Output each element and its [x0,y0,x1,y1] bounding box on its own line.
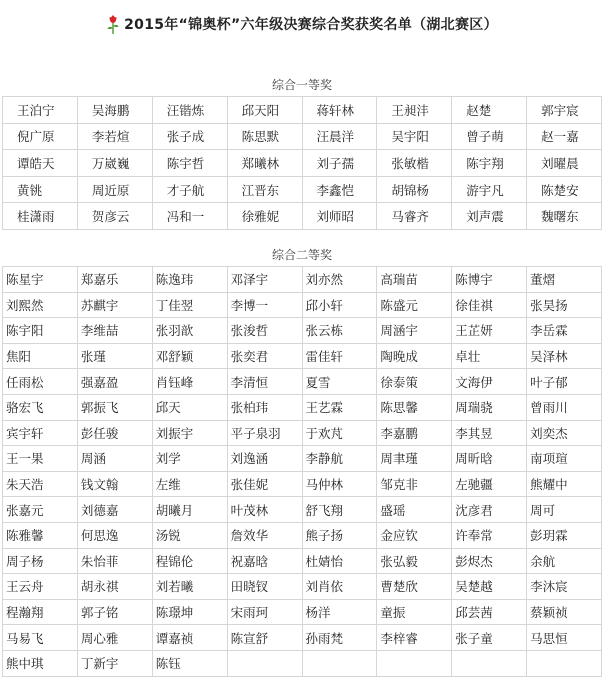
name-cell: 张佳妮 [227,471,302,497]
name-cell: 马思恒 [527,625,602,651]
name-cell: 左驰疆 [452,471,527,497]
name-cell: 胡曦月 [152,497,227,523]
name-cell: 邓舒颖 [152,343,227,369]
name-cell: 叶子郁 [527,369,602,395]
name-cell: 陈星宇 [3,267,78,293]
name-cell: 陈思默 [227,123,302,150]
name-cell: 刘振宇 [152,420,227,446]
table-row [3,420,602,446]
name-cell: 周昕晗 [452,446,527,472]
name-cell: 刘肖依 [302,574,377,600]
name-cell: 钱文翰 [77,471,152,497]
name-cell: 张弘毅 [377,548,452,574]
name-cell: 吴宇阳 [377,123,452,150]
table-row [3,574,602,600]
name-cell: 周瑞骁 [452,394,527,420]
name-cell: 高瑞苗 [377,267,452,293]
page-title: 2015年“锦奥杯”六年级决赛综合奖获奖名单（湖北赛区） [124,17,498,33]
name-cell: 李其昱 [452,420,527,446]
name-cell: 南项瑄 [527,446,602,472]
name-cell: 郭宇宸 [527,97,602,124]
name-cell: 肖钰峰 [152,369,227,395]
name-cell: 李博一 [227,292,302,318]
name-cell: 杜婧怡 [302,548,377,574]
name-cell: 郭振飞 [77,394,152,420]
name-cell: 陈思馨 [377,394,452,420]
name-cell: 张子童 [452,625,527,651]
name-cell: 王昶沣 [377,97,452,124]
name-cell: 王一果 [3,446,78,472]
name-cell: 张嘉元 [3,497,78,523]
name-cell: 郭子铭 [77,599,152,625]
name-cell: 余航 [527,548,602,574]
name-cell: 徐雅妮 [227,203,302,230]
name-cell: 王芷妍 [452,318,527,344]
table-row [3,625,602,651]
name-cell: 张瑾 [77,343,152,369]
name-cell: 程瀚翔 [3,599,78,625]
name-cell: 刘奕杰 [527,420,602,446]
name-cell: 程锦伦 [152,548,227,574]
name-cell: 倪广原 [3,123,78,150]
name-cell: 邱小轩 [302,292,377,318]
name-cell: 熊子扬 [302,522,377,548]
award1-heading: 综合一等奖 [271,78,332,92]
name-cell: 熊耀中 [527,471,602,497]
name-cell: 李若煊 [77,123,152,150]
name-cell: 李岳霖 [527,318,602,344]
name-cell: 焦阳 [3,343,78,369]
table-row [3,369,602,395]
name-cell: 汤锐 [152,522,227,548]
name-cell: 曾雨川 [527,394,602,420]
name-cell: 金应钦 [377,522,452,548]
table-row [3,343,602,369]
name-cell: 李鑫恺 [302,176,377,203]
name-cell: 周可 [527,497,602,523]
name-cell: 骆宏飞 [3,394,78,420]
name-cell: 陈盛元 [377,292,452,318]
name-cell: 朱怡菲 [77,548,152,574]
name-cell: 刘师昭 [302,203,377,230]
name-cell: 马易飞 [3,625,78,651]
name-cell: 陈宇阳 [3,318,78,344]
name-cell: 徐佳祺 [452,292,527,318]
table-row [3,446,602,472]
name-cell: 陈钰 [152,650,227,676]
name-cell: 舒飞翔 [302,497,377,523]
table-row [3,292,602,318]
name-cell: 刘曜晨 [527,150,602,177]
name-cell: 刘若曦 [152,574,227,600]
name-cell: 宾宇轩 [3,420,78,446]
table-row [3,471,602,497]
name-cell: 李梓睿 [377,625,452,651]
name-cell: 任雨松 [3,369,78,395]
name-cell: 张子成 [152,123,227,150]
name-cell: 苏麒宇 [77,292,152,318]
name-cell: 曾子萌 [452,123,527,150]
name-cell: 陈宇翔 [452,150,527,177]
name-cell: 许奉常 [452,522,527,548]
name-cell: 刘逸涵 [227,446,302,472]
name-cell: 赵一嘉 [527,123,602,150]
table-row [3,97,602,124]
name-cell: 贺彦云 [77,203,152,230]
name-cell: 汪晨洋 [302,123,377,150]
table-row [3,318,602,344]
name-cell: 彭玥霖 [527,522,602,548]
name-cell: 汪锴炼 [152,97,227,124]
name-cell: 桂潇雨 [3,203,78,230]
name-cell: 周心雅 [77,625,152,651]
name-cell: 沈彦君 [452,497,527,523]
table-row [3,176,602,203]
name-cell: 江晋东 [227,176,302,203]
table-row [3,548,602,574]
name-cell: 强嘉盈 [77,369,152,395]
name-cell: 詹效华 [227,522,302,548]
name-cell: 祝嘉晗 [227,548,302,574]
name-cell: 丁新宇 [77,650,152,676]
name-cell: 陈宇哲 [152,150,227,177]
name-cell: 彭任骏 [77,420,152,446]
name-cell: 丁佳翌 [152,292,227,318]
name-cell: 吴楚越 [452,574,527,600]
name-cell: 平子泉羽 [227,420,302,446]
name-cell: 吴海鹏 [77,97,152,124]
name-cell: 朱天浩 [3,471,78,497]
name-cell: 叶茂林 [227,497,302,523]
name-cell: 郑曦林 [227,150,302,177]
name-cell: 盛瑶 [377,497,452,523]
name-cell: 陈璟坤 [152,599,227,625]
name-cell: 马仲林 [302,471,377,497]
name-cell: 田晓钗 [227,574,302,600]
name-cell [527,650,602,676]
name-cell: 王泊宁 [3,97,78,124]
name-cell: 徐泰策 [377,369,452,395]
name-cell: 吴泽林 [527,343,602,369]
name-cell: 赵楚 [452,97,527,124]
name-cell: 冯和一 [152,203,227,230]
name-cell: 李静航 [302,446,377,472]
name-cell: 张昊扬 [527,292,602,318]
name-cell: 宋雨珂 [227,599,302,625]
name-cell: 王艺霖 [302,394,377,420]
name-cell: 于欢芃 [302,420,377,446]
name-cell: 周涵宇 [377,318,452,344]
name-cell: 胡永祺 [77,574,152,600]
table-row [3,150,602,177]
name-cell: 刘子孺 [302,150,377,177]
rose-icon [106,14,120,34]
name-cell [377,650,452,676]
name-cell: 黄铫 [3,176,78,203]
name-cell: 刘熙然 [3,292,78,318]
name-cell: 李沐宸 [527,574,602,600]
name-cell: 周子杨 [3,548,78,574]
name-cell: 彭烬杰 [452,548,527,574]
table-row [3,123,602,150]
name-cell: 陈博宇 [452,267,527,293]
name-cell: 李嘉鹏 [377,420,452,446]
name-cell: 李维喆 [77,318,152,344]
title-row [0,12,604,36]
name-cell: 才子航 [152,176,227,203]
name-cell: 胡锦杨 [377,176,452,203]
table-row [3,394,602,420]
name-cell: 邱芸茜 [452,599,527,625]
name-cell: 杨洋 [302,599,377,625]
name-cell: 魏曙东 [527,203,602,230]
name-cell: 邱天阳 [227,97,302,124]
name-cell: 陈逸玮 [152,267,227,293]
award1-table [2,96,602,230]
name-cell: 张敏楷 [377,150,452,177]
name-cell: 曹楚欣 [377,574,452,600]
name-cell: 谭嘉祯 [152,625,227,651]
name-cell: 陈宣舒 [227,625,302,651]
table-row [3,497,602,523]
name-cell: 卓壮 [452,343,527,369]
award2-heading: 综合二等奖 [271,248,332,262]
name-cell: 邱天 [152,394,227,420]
name-cell: 刘亦然 [302,267,377,293]
name-cell: 张奕君 [227,343,302,369]
award2-table [2,266,602,677]
name-cell: 张浚哲 [227,318,302,344]
name-cell: 何思逸 [77,522,152,548]
name-cell: 刘学 [152,446,227,472]
name-cell: 文海伊 [452,369,527,395]
name-cell: 孙雨梵 [302,625,377,651]
name-cell: 周聿瑾 [377,446,452,472]
name-cell: 熊中琪 [3,650,78,676]
name-cell: 夏雪 [302,369,377,395]
name-cell: 马睿齐 [377,203,452,230]
name-cell: 周近原 [77,176,152,203]
name-cell: 蒋轩林 [302,97,377,124]
table-row [3,650,602,676]
name-cell: 万崴巍 [77,150,152,177]
name-cell: 王云舟 [3,574,78,600]
name-cell: 郑嘉乐 [77,267,152,293]
table-row [3,522,602,548]
name-cell: 谭皓天 [3,150,78,177]
name-cell: 陶晚成 [377,343,452,369]
name-cell: 游宇凡 [452,176,527,203]
table-row [3,267,602,293]
name-cell: 刘德嘉 [77,497,152,523]
name-cell: 童振 [377,599,452,625]
name-cell [302,650,377,676]
name-cell: 周涵 [77,446,152,472]
name-cell: 左维 [152,471,227,497]
name-cell [227,650,302,676]
name-cell: 张柏玮 [227,394,302,420]
name-cell: 李清恒 [227,369,302,395]
table-row [3,203,602,230]
name-cell: 张云栋 [302,318,377,344]
name-cell: 雷佳轩 [302,343,377,369]
name-cell [452,650,527,676]
name-cell: 陈雅馨 [3,522,78,548]
name-cell: 董熠 [527,267,602,293]
name-cell: 邓泽宇 [227,267,302,293]
name-cell: 张羽歆 [152,318,227,344]
name-cell: 陈楚安 [527,176,602,203]
name-cell: 刘声震 [452,203,527,230]
table-row [3,599,602,625]
name-cell: 蔡颖祯 [527,599,602,625]
name-cell: 邹克非 [377,471,452,497]
